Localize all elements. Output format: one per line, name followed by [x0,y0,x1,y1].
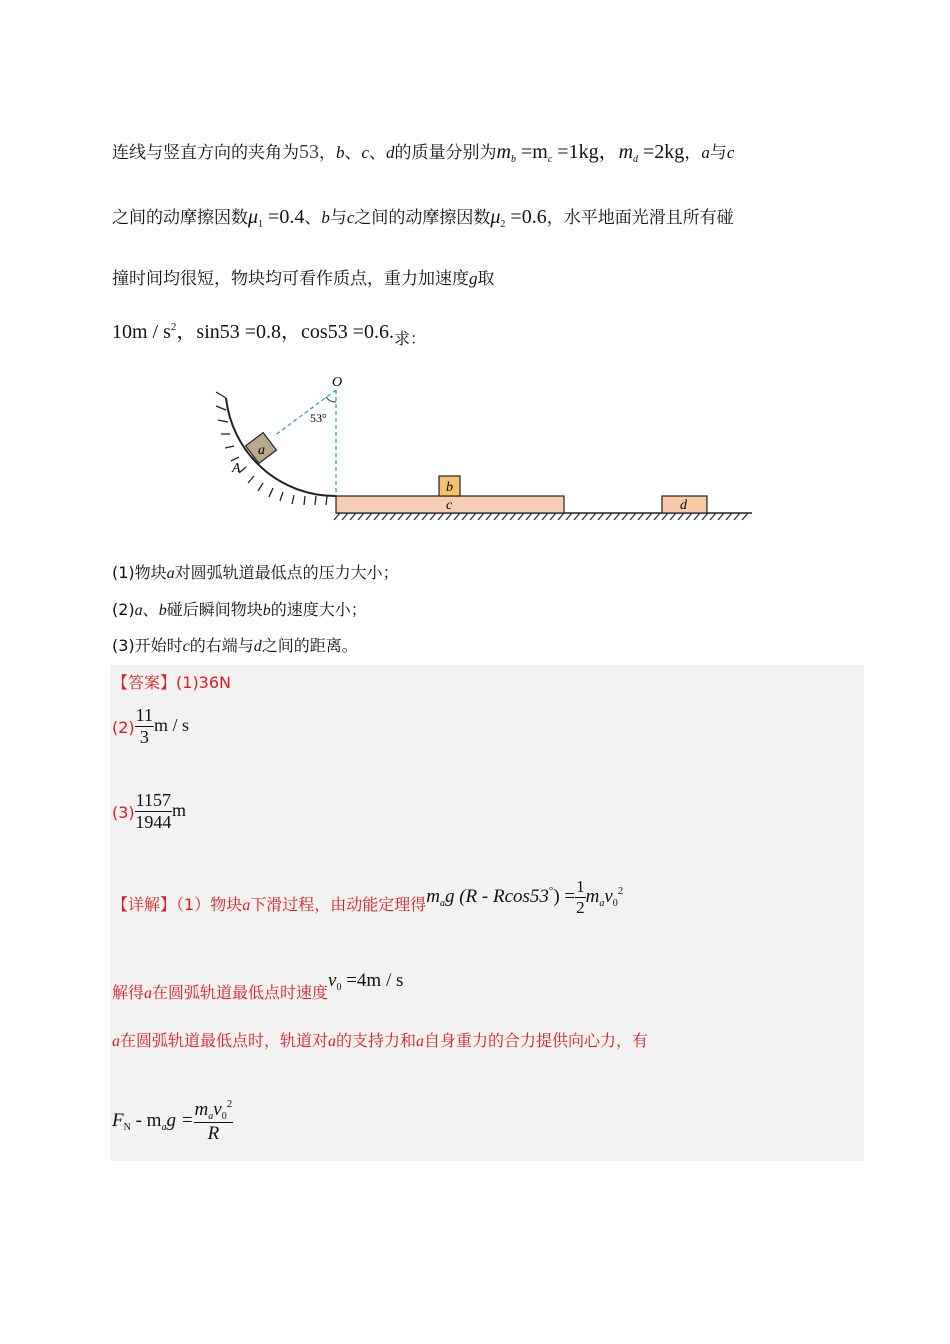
hatch-mark [694,513,700,520]
var-a: a [328,1033,337,1050]
hatch-mark [742,513,748,520]
text: (1)物块 [112,563,167,582]
answer-3 [112,790,186,833]
hatch-mark [574,513,580,520]
problem-line-4 [112,315,426,348]
problem-line-3 [112,264,495,289]
hatch-mark [478,513,484,520]
answer-2-label: (2) [112,718,135,737]
text: (3)开始时 [112,636,183,655]
v: v [213,1099,222,1120]
hatch-mark [542,513,548,520]
physics-figure [210,368,770,528]
hatch-mark [366,513,372,520]
sub: a [439,897,445,909]
detail-line-3 [112,1028,648,1051]
sub: N [123,1121,131,1133]
hatch-mark [566,513,572,520]
text: 与 [709,143,727,163]
detail-line-1 [112,877,624,926]
hatch-mark [582,513,588,520]
text: 解得 [112,983,145,1002]
mu2-formula [490,206,546,228]
half-fraction [575,877,586,918]
var-a: a [166,565,175,582]
hatch-mark [638,513,644,520]
answer-2 [112,705,189,748]
hatch-mark [382,513,388,520]
text: 、 [344,143,362,163]
numerator: 1 [576,877,585,896]
hatch-mark [398,513,404,520]
sub: 0 [612,897,618,909]
mass-formula [497,141,685,163]
sub: 2 [500,219,506,230]
var-a: a [144,985,153,1002]
g: g = [166,1109,194,1131]
centripetal-equation [112,1098,233,1144]
text: 与 [329,208,347,228]
numerator: 1157 [135,790,172,810]
hatch-mark [350,513,356,520]
text: ， [319,143,336,163]
text: 求： [393,329,426,348]
hatch-mark [342,513,348,520]
deg: ° [548,884,554,897]
text: 下滑过程，由动能定理得 [250,894,427,914]
sup: 2 [170,321,177,333]
text: （1）物块 [176,894,243,914]
sup: 2 [226,1098,233,1110]
text: 的质量分别为 [394,143,497,163]
hatch-mark [606,513,612,520]
ground-hatching [334,513,748,520]
text: 的支持力和 [336,1031,417,1050]
numerator: 11 [135,705,154,725]
sub: d [633,154,639,165]
hatch-mark [502,513,508,520]
var-c: c [726,143,735,162]
denominator: R [207,1123,220,1144]
var-g: g [469,269,478,288]
label-O: O [332,375,343,390]
hatch-mark [374,513,380,520]
hatch-mark [598,513,604,520]
hatch-mark [430,513,436,520]
answer-1: (1)36N [176,673,232,692]
detail-line-2 [112,968,404,1002]
var-b: b [336,143,345,162]
var-c: c [361,143,370,162]
var-a: a [112,1033,120,1050]
hatch-mark [662,513,668,520]
m: m [585,885,600,907]
mu: μ [490,206,501,228]
hatch-mark [414,513,420,520]
denominator: 2 [576,898,585,917]
text: 、 [304,208,322,228]
sub: c [547,154,553,165]
answer-2-fraction [135,705,154,748]
text: 、 [142,600,159,619]
var-b: b [262,602,271,619]
text: 在圆弧轨道最低点时速度 [152,983,329,1002]
hatch-mark [614,513,620,520]
cos-value: =0.6. [347,321,394,343]
hatch-mark [518,513,524,520]
hatch-mark [646,513,652,520]
mu: μ [248,206,259,228]
answer-3-label: (3) [112,803,135,822]
hatch-mark [422,513,428,520]
val: =4m / s [341,970,404,991]
val: =1kg， [552,141,619,163]
hatch-mark [726,513,732,520]
m: m [496,141,511,163]
hatch-mark [406,513,412,520]
hatch-mark [454,513,460,520]
hatch-mark [550,513,556,520]
label-b: b [446,480,453,495]
hatch-mark [534,513,540,520]
text: 碰后瞬间物块 [166,600,263,619]
answer-label: 【答案】 [112,673,177,692]
hatch-mark [494,513,500,520]
sub: b [511,154,516,165]
label-angle: 53° [310,411,327,425]
var-a: a [242,896,251,914]
sub: a [599,897,605,909]
eq-close: ) = [553,885,576,907]
sin: ，sin53 [176,321,240,343]
hatch-mark [670,513,676,520]
centripetal-fraction [194,1098,234,1145]
sub: 0 [336,982,342,993]
answer-3-fraction [135,790,172,833]
val: =2kg [638,141,685,163]
F: F [112,1109,124,1131]
hatch-mark [334,513,340,520]
var-c: c [346,208,355,227]
var-d: d [253,638,262,655]
hatch-mark [470,513,476,520]
energy-equation [426,877,624,917]
denominator: 3 [139,727,149,747]
text: 连线与竖直方向的夹角为 [112,143,299,163]
var-c: c [182,638,190,655]
label-c: c [446,498,453,513]
hatch-mark [678,513,684,520]
text: ， [684,143,702,163]
m: m [618,141,634,163]
eq: =m [516,141,548,163]
text: 之间的动摩擦因数 [112,208,248,228]
denominator: 1944 [135,812,172,832]
mu1-formula [248,206,304,228]
numerator [194,1098,234,1123]
hatch-mark [526,513,532,520]
text: 取 [477,269,495,289]
problem-line-1 [112,135,734,165]
var-b: b [321,208,330,227]
text: 、 [369,143,387,163]
v: v [328,970,337,991]
hatch-mark [630,513,636,520]
label-a: a [258,443,265,458]
angle-arc [326,397,336,402]
hatch-mark [446,513,452,520]
var-a: a [134,602,143,619]
var-a: a [701,143,710,162]
sub: a [208,1111,214,1122]
var-a: a [416,1033,425,1050]
text: 撞时间均很短，物块均可看作质点，重力加速度 [112,269,469,289]
sub: 0 [221,1111,227,1122]
angle-value: 53 [299,141,319,163]
detail-line-4 [112,1098,233,1145]
hatch-mark [654,513,660,520]
m: m [426,885,440,907]
hatch-mark [590,513,596,520]
detail-label: 【详解】 [112,894,177,914]
hatch-mark [718,513,724,520]
val: =0.4 [263,206,305,228]
text: 的速度大小； [270,600,367,619]
val: =0.6 [505,206,547,228]
var-d: d [386,143,395,162]
text: 在圆弧轨道最低点时，轨道对 [120,1031,329,1050]
m: m [194,1099,209,1120]
eq-mid: g (R - Rcos53 [444,885,549,907]
hatch-mark [390,513,396,520]
sup: 2 [617,884,624,897]
sub: 1 [258,219,264,230]
text: 的右端与 [189,636,254,655]
text: ，水平地面光滑且所有碰 [546,208,734,228]
problem-line-2 [112,203,734,230]
answer-3-unit: m [172,800,187,820]
text: 之间的距离。 [261,636,358,655]
var-b: b [158,602,167,619]
sub: a [161,1121,167,1133]
hatch-mark [558,513,564,520]
answer-2-unit: m / s [154,715,190,735]
hatch-mark [462,513,468,520]
constants-formula [112,321,394,343]
label-A: A [232,461,241,476]
v: v [604,885,613,907]
hatch-mark [702,513,708,520]
hatch-mark [622,513,628,520]
hatch-mark [358,513,364,520]
velocity-result [328,970,403,991]
hatch-mark [710,513,716,520]
hatch-mark [438,513,444,520]
g-value: 10m / s [112,321,171,343]
question-1 [112,560,399,583]
hatch-mark [686,513,692,520]
hatch-mark [510,513,516,520]
mid: - m [130,1109,162,1131]
hatch-mark [486,513,492,520]
text: 之间的动摩擦因数 [354,208,491,228]
answer-header [112,670,231,693]
question-2 [112,597,367,620]
question-3 [112,633,358,656]
label-d: d [680,498,687,513]
text: (2) [112,600,135,619]
hatch-mark [734,513,740,520]
sin-value: =0.8，cos53 [239,321,348,343]
text: 对圆弧轨道最低点的压力大小； [174,563,399,582]
text: 自身重力的合力提供向心力，有 [424,1031,649,1050]
